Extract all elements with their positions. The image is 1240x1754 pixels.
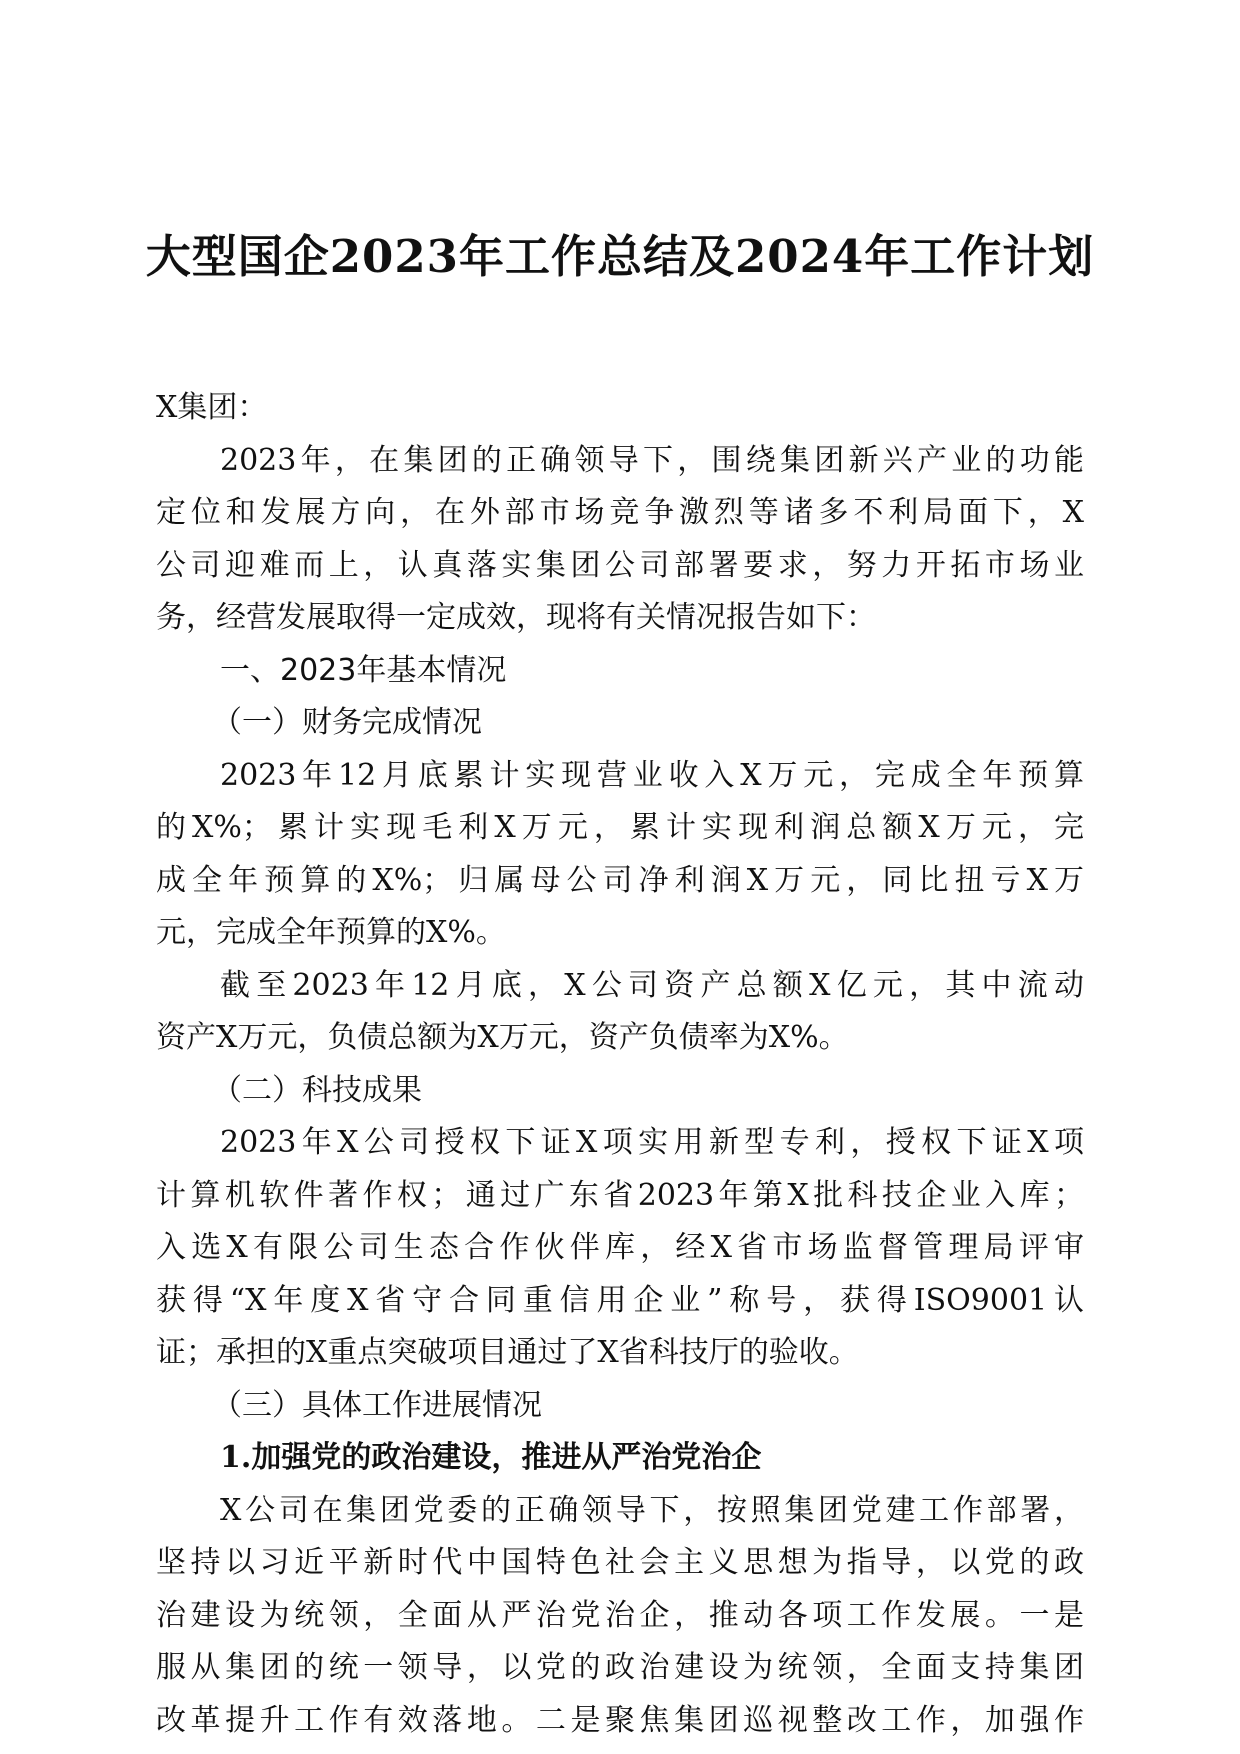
- paragraph-line: 获得“X年度X省守合同重信用企业”称号，获得ISO9001认: [156, 1282, 1084, 1318]
- paragraph-line: 2023年X公司授权下证X项实用新型专利，授权下证X项: [220, 1125, 1084, 1160]
- paragraph-line: 的X%；累计实现毛利X万元，累计实现利润总额X万元，完: [156, 810, 1084, 845]
- section-heading: 一、2023年基本情况: [220, 652, 507, 688]
- paragraph-line: 计算机软件著作权；通过广东省2023年第X批科技企业入库；: [156, 1177, 1084, 1213]
- paragraph-line: 改革提升工作有效落地。二是聚焦集团巡视整改工作，加强作: [156, 1702, 1084, 1738]
- subsection-heading: （二）科技成果: [212, 1072, 422, 1108]
- paragraph-line: 截至2023年12月底，X公司资产总额X亿元，其中流动: [220, 967, 1084, 1003]
- paragraph-line: 入选X有限公司生态合作伙伴库，经X省市场监督管理局评审: [156, 1230, 1084, 1265]
- paragraph-line: 定位和发展方向，在外部市场竞争激烈等诸多不利局面下，X: [156, 495, 1084, 530]
- paragraph-line: X公司在集团党委的正确领导下，按照集团党建工作部署，: [220, 1492, 1084, 1528]
- paragraph-line: 2023年12月底累计实现营业收入X万元，完成全年预算: [220, 757, 1084, 793]
- document-title: 大型国企2023年工作总结及2024年工作计划: [145, 230, 1095, 283]
- paragraph-line: 资产X万元，负债总额为X万元，资产负债率为X%。: [156, 1020, 849, 1055]
- document-body: [156, 382, 1084, 1747]
- salutation: X集团：: [156, 390, 268, 425]
- paragraph-line: 服从集团的统一领导，以党的政治建设为统领，全面支持集团: [156, 1650, 1084, 1685]
- paragraph-line: 务，经营发展取得一定成效，现将有关情况报告如下：: [156, 600, 876, 635]
- paragraph-line: 公司迎难而上，认真落实集团公司部署要求，努力开拓市场业: [156, 547, 1084, 583]
- paragraph-line: 治建设为统领，全面从严治党治企，推动各项工作发展。一是: [156, 1597, 1084, 1633]
- paragraph-line: 元，完成全年预算的X%。: [156, 915, 506, 950]
- paragraph-line: 证；承担的X重点突破项目通过了X省科技厅的验收。: [156, 1335, 859, 1370]
- paragraph-line: 2023年，在集团的正确领导下，围绕集团新兴产业的功能: [220, 442, 1084, 478]
- paragraph-line: 坚持以习近平新时代中国特色社会主义思想为指导，以党的政: [156, 1545, 1084, 1580]
- subsection-heading: （三）具体工作进展情况: [212, 1387, 542, 1423]
- paragraph-line: 成全年预算的X%；归属母公司净利润X万元，同比扭亏X万: [156, 862, 1084, 898]
- subsection-heading: （一）财务完成情况: [212, 705, 482, 740]
- item-heading: 1.加强党的政治建设，推进从严治党治企: [220, 1440, 762, 1475]
